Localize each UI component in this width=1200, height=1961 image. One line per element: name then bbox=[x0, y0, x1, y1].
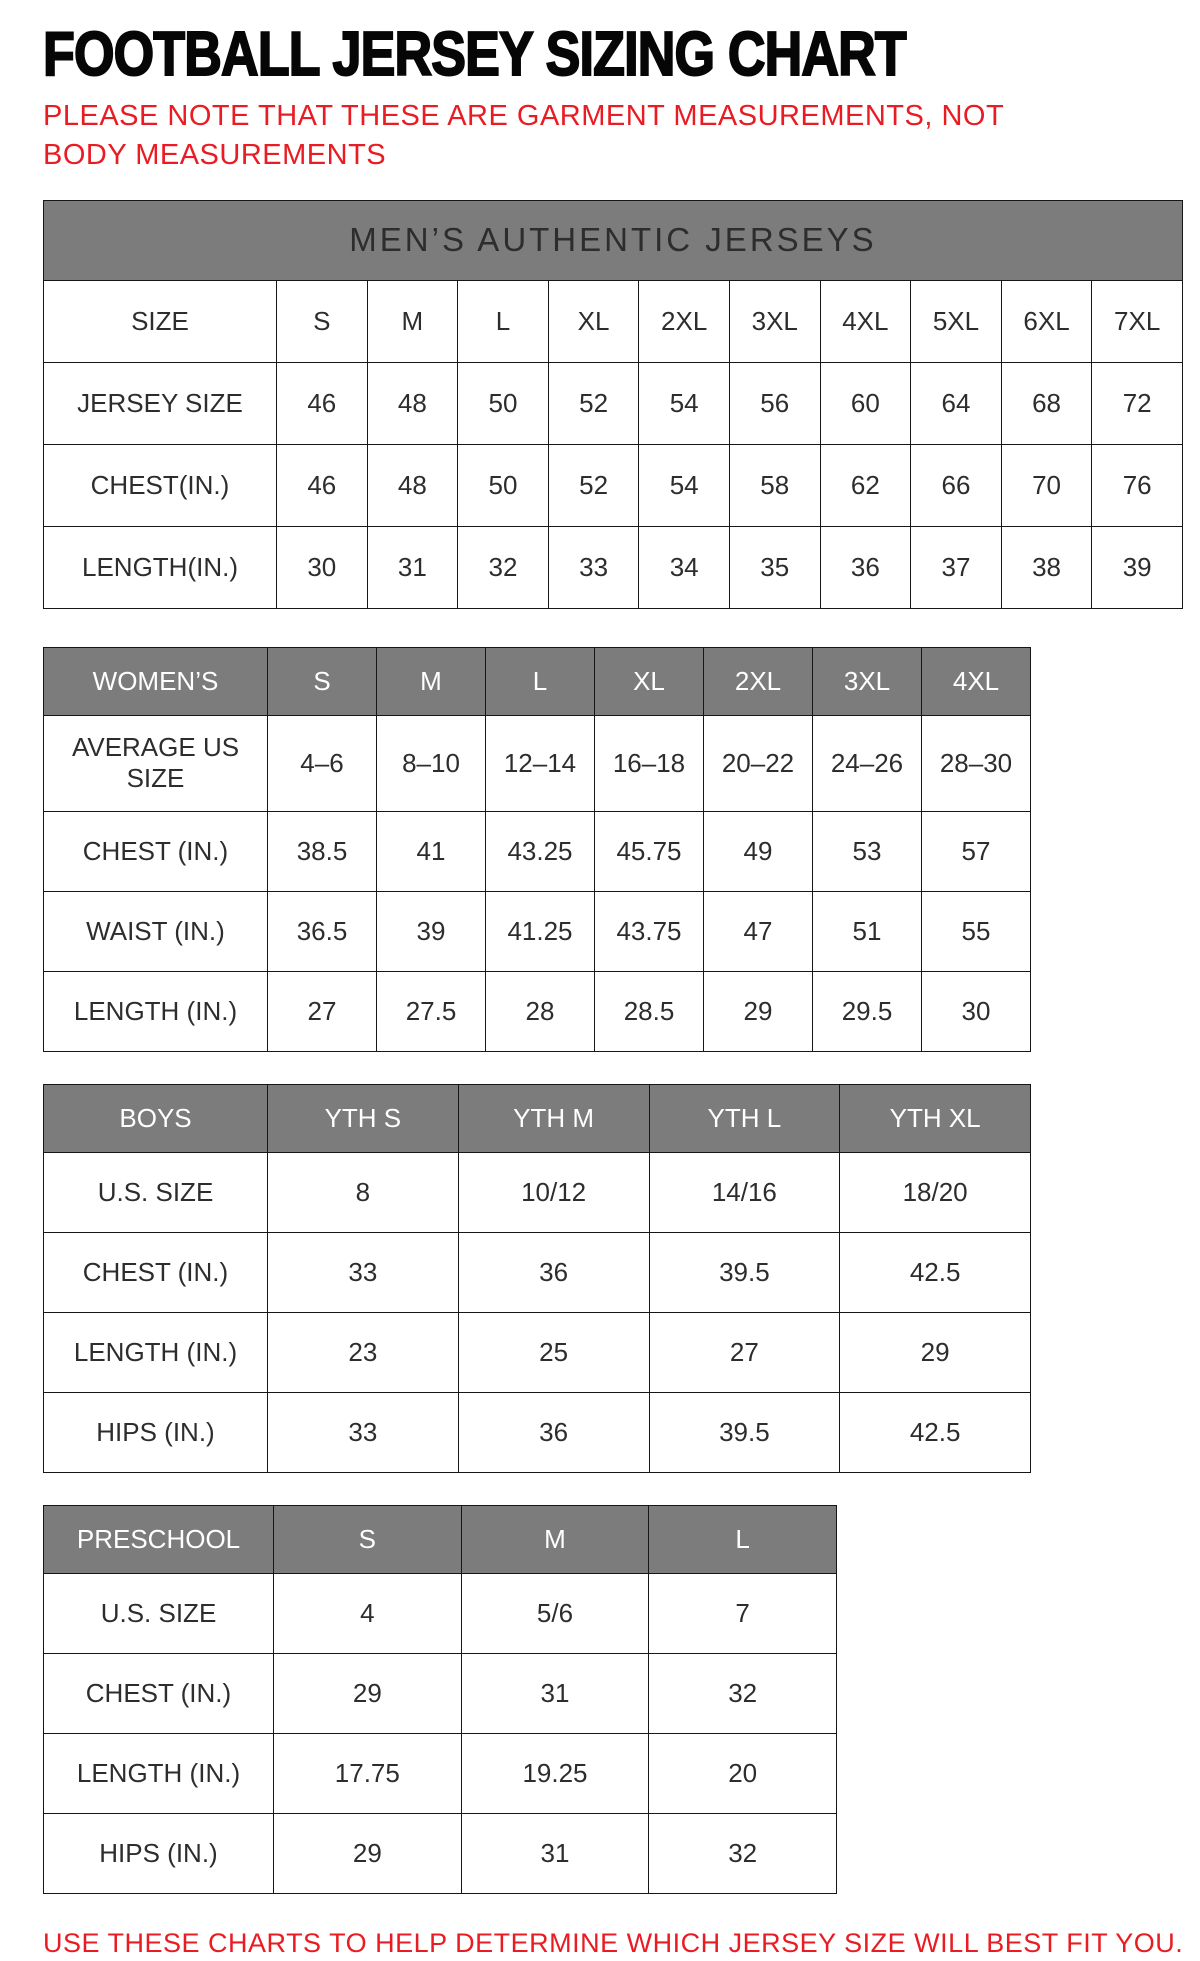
value-cell: 29 bbox=[840, 1312, 1031, 1392]
value-cell: 43.25 bbox=[486, 811, 595, 891]
footer-note: USE THESE CHARTS TO HELP DETERMINE WHICH JERSEY SIZE WILL BEST FIT YOU. bbox=[43, 1927, 1184, 1958]
value-cell: 31 bbox=[367, 526, 458, 608]
value-cell: 36 bbox=[458, 1392, 649, 1472]
value-cell: 2XL bbox=[639, 280, 730, 362]
value-cell: 52 bbox=[548, 362, 639, 444]
value-cell: 20–22 bbox=[704, 715, 813, 811]
value-cell: 70 bbox=[1001, 444, 1092, 526]
value-cell: 20 bbox=[649, 1733, 837, 1813]
sizing-chart-page bbox=[43, 20, 1184, 1961]
size-column-header: L bbox=[649, 1505, 837, 1573]
value-cell: 3XL bbox=[729, 280, 820, 362]
value-cell: 58 bbox=[729, 444, 820, 526]
value-cell: 38.5 bbox=[268, 811, 377, 891]
value-cell: 43.75 bbox=[595, 891, 704, 971]
value-cell: 32 bbox=[649, 1653, 837, 1733]
value-cell: 48 bbox=[367, 444, 458, 526]
value-cell: 31 bbox=[461, 1653, 649, 1733]
value-cell: 36 bbox=[458, 1232, 649, 1312]
value-cell: 46 bbox=[277, 362, 368, 444]
size-column-header: M bbox=[461, 1505, 649, 1573]
value-cell: 7 bbox=[649, 1573, 837, 1653]
row-label: LENGTH (IN.) bbox=[44, 1312, 268, 1392]
value-cell: 28–30 bbox=[922, 715, 1031, 811]
row-label: HIPS (IN.) bbox=[44, 1392, 268, 1472]
value-cell: 76 bbox=[1092, 444, 1183, 526]
value-cell: 49 bbox=[704, 811, 813, 891]
table-row bbox=[44, 444, 1183, 526]
size-column-header: 3XL bbox=[813, 647, 922, 715]
value-cell: 36.5 bbox=[268, 891, 377, 971]
value-cell: 27 bbox=[649, 1312, 840, 1392]
value-cell: 48 bbox=[367, 362, 458, 444]
value-cell: 35 bbox=[729, 526, 820, 608]
size-column-header: YTH S bbox=[268, 1084, 459, 1152]
row-label: HIPS (IN.) bbox=[44, 1813, 274, 1893]
row-label: LENGTH (IN.) bbox=[44, 971, 268, 1051]
value-cell: 41.25 bbox=[486, 891, 595, 971]
value-cell: 4XL bbox=[820, 280, 911, 362]
value-cell: 28 bbox=[486, 971, 595, 1051]
value-cell: XL bbox=[548, 280, 639, 362]
value-cell: 41 bbox=[377, 811, 486, 891]
mens-banner: MEN’S AUTHENTIC JERSEYS bbox=[44, 200, 1183, 280]
value-cell: 54 bbox=[639, 362, 730, 444]
garment-measurements-note: PLEASE NOTE THAT THESE ARE GARMENT MEASUREMENTS, NOT BODY MEASUREMENTS bbox=[43, 99, 1004, 172]
value-cell: 55 bbox=[922, 891, 1031, 971]
value-cell: 27 bbox=[268, 971, 377, 1051]
womens-header-label: WOMEN’S bbox=[44, 647, 268, 715]
value-cell: 42.5 bbox=[840, 1232, 1031, 1312]
size-column-header: M bbox=[377, 647, 486, 715]
value-cell: 10/12 bbox=[458, 1152, 649, 1232]
value-cell: 29 bbox=[274, 1653, 462, 1733]
value-cell: 28.5 bbox=[595, 971, 704, 1051]
row-label: CHEST(IN.) bbox=[44, 444, 277, 526]
size-column-header: XL bbox=[595, 647, 704, 715]
table-mens bbox=[43, 200, 1183, 609]
row-label: U.S. SIZE bbox=[44, 1152, 268, 1232]
table-row bbox=[44, 891, 1031, 971]
value-cell: 39 bbox=[377, 891, 486, 971]
value-cell: 7XL bbox=[1092, 280, 1183, 362]
value-cell: 47 bbox=[704, 891, 813, 971]
value-cell: 23 bbox=[268, 1312, 459, 1392]
value-cell: 66 bbox=[911, 444, 1002, 526]
value-cell: 45.75 bbox=[595, 811, 704, 891]
row-label: LENGTH (IN.) bbox=[44, 1733, 274, 1813]
row-label: WAIST (IN.) bbox=[44, 891, 268, 971]
table-preschool bbox=[43, 1505, 837, 1894]
value-cell: 33 bbox=[268, 1232, 459, 1312]
value-cell: 54 bbox=[639, 444, 730, 526]
row-label: CHEST (IN.) bbox=[44, 1232, 268, 1312]
size-header-row bbox=[44, 1505, 837, 1573]
table-row bbox=[44, 1813, 837, 1893]
value-cell: 50 bbox=[458, 444, 549, 526]
table-row bbox=[44, 811, 1031, 891]
row-label: CHEST (IN.) bbox=[44, 1653, 274, 1733]
table-row bbox=[44, 1232, 1031, 1312]
table-row bbox=[44, 280, 1183, 362]
table-banner-row bbox=[44, 200, 1183, 280]
size-column-header: L bbox=[486, 647, 595, 715]
size-column-header: 4XL bbox=[922, 647, 1031, 715]
size-header-row bbox=[44, 647, 1031, 715]
value-cell: 6XL bbox=[1001, 280, 1092, 362]
value-cell: 62 bbox=[820, 444, 911, 526]
row-label: LENGTH(IN.) bbox=[44, 526, 277, 608]
table-row bbox=[44, 526, 1183, 608]
size-column-header: S bbox=[274, 1505, 462, 1573]
value-cell: 4–6 bbox=[268, 715, 377, 811]
value-cell: 29 bbox=[274, 1813, 462, 1893]
value-cell: 53 bbox=[813, 811, 922, 891]
value-cell: 32 bbox=[649, 1813, 837, 1893]
row-label: CHEST (IN.) bbox=[44, 811, 268, 891]
row-label: U.S. SIZE bbox=[44, 1573, 274, 1653]
table-row bbox=[44, 1392, 1031, 1472]
value-cell: 29 bbox=[704, 971, 813, 1051]
value-cell: 8 bbox=[268, 1152, 459, 1232]
value-cell: 4 bbox=[274, 1573, 462, 1653]
value-cell: 42.5 bbox=[840, 1392, 1031, 1472]
value-cell: 50 bbox=[458, 362, 549, 444]
table-row bbox=[44, 1653, 837, 1733]
preschool-header-label: PRESCHOOL bbox=[44, 1505, 274, 1573]
value-cell: 36 bbox=[820, 526, 911, 608]
value-cell: 39 bbox=[1092, 526, 1183, 608]
value-cell: 29.5 bbox=[813, 971, 922, 1051]
value-cell: 39.5 bbox=[649, 1232, 840, 1312]
table-boys bbox=[43, 1084, 1031, 1473]
value-cell: L bbox=[458, 280, 549, 362]
value-cell: 27.5 bbox=[377, 971, 486, 1051]
value-cell: 60 bbox=[820, 362, 911, 444]
value-cell: 32 bbox=[458, 526, 549, 608]
value-cell: 33 bbox=[268, 1392, 459, 1472]
value-cell: 34 bbox=[639, 526, 730, 608]
value-cell: 57 bbox=[922, 811, 1031, 891]
table-row bbox=[44, 971, 1031, 1051]
page-title: FOOTBALL JERSEY SIZING CHART bbox=[43, 20, 906, 89]
value-cell: 14/16 bbox=[649, 1152, 840, 1232]
table-row bbox=[44, 1152, 1031, 1232]
table-womens bbox=[43, 647, 1031, 1052]
size-column-header: YTH XL bbox=[840, 1084, 1031, 1152]
row-label: JERSEY SIZE bbox=[44, 362, 277, 444]
value-cell: 19.25 bbox=[461, 1733, 649, 1813]
value-cell: 39.5 bbox=[649, 1392, 840, 1472]
boys-header-label: BOYS bbox=[44, 1084, 268, 1152]
size-column-header: YTH M bbox=[458, 1084, 649, 1152]
table-row bbox=[44, 715, 1031, 811]
value-cell: 8–10 bbox=[377, 715, 486, 811]
value-cell: 24–26 bbox=[813, 715, 922, 811]
tables-container bbox=[43, 200, 1180, 1894]
size-column-header: YTH L bbox=[649, 1084, 840, 1152]
value-cell: 33 bbox=[548, 526, 639, 608]
table-row bbox=[44, 1733, 837, 1813]
value-cell: S bbox=[277, 280, 368, 362]
value-cell: 38 bbox=[1001, 526, 1092, 608]
value-cell: 17.75 bbox=[274, 1733, 462, 1813]
value-cell: 68 bbox=[1001, 362, 1092, 444]
value-cell: M bbox=[367, 280, 458, 362]
value-cell: 5XL bbox=[911, 280, 1002, 362]
value-cell: 25 bbox=[458, 1312, 649, 1392]
value-cell: 51 bbox=[813, 891, 922, 971]
table-row bbox=[44, 1573, 837, 1653]
row-label: AVERAGE US SIZE bbox=[44, 715, 268, 811]
value-cell: 12–14 bbox=[486, 715, 595, 811]
value-cell: 52 bbox=[548, 444, 639, 526]
value-cell: 5/6 bbox=[461, 1573, 649, 1653]
value-cell: 30 bbox=[277, 526, 368, 608]
size-header-row bbox=[44, 1084, 1031, 1152]
value-cell: 72 bbox=[1092, 362, 1183, 444]
value-cell: 18/20 bbox=[840, 1152, 1031, 1232]
value-cell: 64 bbox=[911, 362, 1002, 444]
table-row bbox=[44, 362, 1183, 444]
value-cell: 30 bbox=[922, 971, 1031, 1051]
size-column-header: 2XL bbox=[704, 647, 813, 715]
table-row bbox=[44, 1312, 1031, 1392]
value-cell: 46 bbox=[277, 444, 368, 526]
size-column-header: S bbox=[268, 647, 377, 715]
row-label: SIZE bbox=[44, 280, 277, 362]
value-cell: 37 bbox=[911, 526, 1002, 608]
value-cell: 56 bbox=[729, 362, 820, 444]
value-cell: 16–18 bbox=[595, 715, 704, 811]
value-cell: 31 bbox=[461, 1813, 649, 1893]
